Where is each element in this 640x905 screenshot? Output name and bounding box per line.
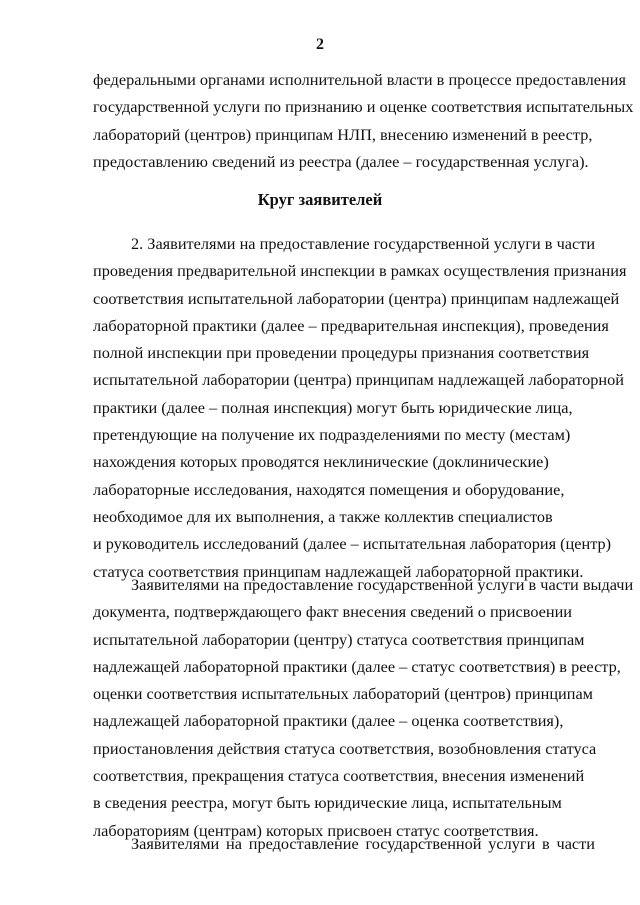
text-line: надлежащей лабораторной практики (далее – статус соответствия) в реестр,: [93, 656, 621, 676]
text-line: федеральными органами исполнительной власти в процессе предоставления: [93, 70, 626, 89]
text-line: испытательной лаборатории (центру) статуса соответствия принципам: [93, 629, 585, 649]
text-line: лабораторные исследования, находятся помещения и оборудование,: [93, 479, 565, 499]
text-line: проведения предварительной инспекции в рамках осуществления признания: [93, 261, 627, 281]
text-line: Заявителями на предоставление государственной услуги в части: [131, 834, 595, 853]
text-line: лабораториям (центрам) которых присвоен статус соответствия.: [93, 820, 539, 840]
text-line: соответствия испытательной лаборатории (центра) принципам надлежащей: [93, 288, 620, 308]
text-line: полной инспекции при проведении процедуры признания соответствия: [93, 343, 590, 363]
section-heading: Круг заявителей: [257, 190, 383, 209]
text-line: приостановления действия статуса соответствия, возобновления статуса: [93, 738, 597, 758]
text-line: соответствия, прекращения статуса соответствия, внесения изменений: [93, 766, 585, 786]
text-line: и руководитель исследований (далее – испытательная лаборатория (центр): [93, 534, 612, 554]
text-line: государственной услуги по признанию и оценке соответствия испытательных: [93, 97, 634, 117]
text-line: в сведения реестра, могут быть юридические лица, испытательным: [93, 793, 562, 813]
text-line: оценки соответствия испытательных лабораторий (центров) принципам: [93, 684, 593, 704]
text-line: практики (далее – полная инспекция) могут быть юридические лица,: [93, 397, 573, 417]
text-line: лабораторной практики (далее – предварительная инспекция), проведения: [93, 315, 609, 335]
page-number: 2: [316, 36, 324, 53]
paragraph-4: [93, 830, 595, 857]
text-line: 2. Заявителями на предоставление государственной услуги в части: [131, 234, 596, 253]
text-line: лабораторий (центров) принципам НЛП, внесению изменений в реестр,: [93, 124, 593, 144]
text-line: необходимое для их выполнения, а также коллектив специалистов: [93, 506, 553, 526]
text-line: претендующие на получение их подразделениями по месту (местам): [93, 425, 571, 445]
paragraph-1: [93, 66, 634, 175]
text-line: нахождения которых проводятся неклинические (доклинические): [93, 452, 549, 472]
text-line: надлежащей лабораторной практики (далее – оценка соответствия),: [93, 711, 564, 731]
text-line: предоставлению сведений из реестра (далее – государственная услуга).: [93, 151, 589, 171]
text-line: статуса соответствия принципам надлежащей лабораторной практики.: [93, 561, 584, 581]
text-line: испытательной лаборатории (центра) принципам надлежащей лабораторной: [93, 370, 624, 390]
text-line: документа, подтверждающего факт внесения сведений о присвоении: [93, 602, 573, 622]
paragraph-3: [93, 571, 634, 844]
text-line: Заявителями на предоставление государственной услуги в части выдачи: [131, 575, 634, 594]
